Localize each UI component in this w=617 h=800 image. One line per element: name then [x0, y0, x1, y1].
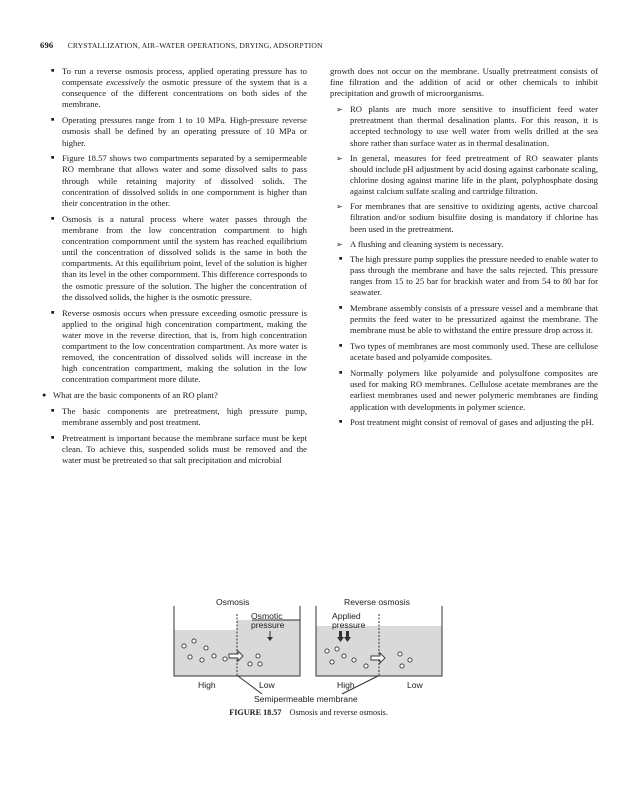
solute-particle — [352, 658, 356, 662]
bullet-text: the osmotic pressure of the system that is a consequence of the different concentrations on both sides of the membrane. — [62, 77, 307, 110]
label-high-right: High — [337, 680, 355, 690]
semipermeable-membrane-label: Semipermeable membrane — [254, 694, 358, 704]
bullet-text: To run a reverse osmosis process, applied operating pressure has to compensate — [62, 66, 307, 88]
solute-particle — [342, 654, 346, 658]
water-low-right — [379, 626, 442, 676]
page-number: 696 — [40, 40, 54, 50]
left-column — [42, 66, 307, 471]
solute-particle — [400, 664, 404, 668]
solute-particle — [330, 660, 334, 664]
caption-text: Osmosis and reverse osmosis. — [289, 708, 388, 717]
osmosis-diagram-svg — [172, 596, 450, 704]
figure-osmosis-diagram — [172, 596, 450, 704]
label-high-left: High — [198, 680, 216, 690]
bullet-membrane-types: ■ Two types of membranes are most commonly used. These are cellulose acetate based and polyamide composites. — [330, 341, 598, 363]
question-basic-components: ● What are the basic components of an RO plant? — [42, 390, 307, 401]
solute-particle — [248, 662, 252, 666]
solute-particle — [398, 652, 402, 656]
solute-particle — [364, 664, 368, 668]
reverse-osmosis-tank — [316, 597, 442, 690]
solute-particle — [335, 647, 339, 651]
bullet-operating-pressures: ■ Operating pressures range from 1 to 10 MPa. High-pressure reverse osmosis shall be defined by an operating pressure of 10 MPa or higher. — [42, 115, 307, 148]
osmosis-tank — [174, 597, 300, 690]
bullet-pretreatment: ■ Pretreatment is important because the membrane surface must be kept clean. To achieve this, suspended solids must be removed and the water must be pretreated so that salt precipitation and microbial — [42, 433, 307, 466]
page-header — [40, 40, 577, 54]
subbullet-flushing: ➢ A flushing and cleaning system is necessary. — [330, 239, 598, 250]
figure-caption — [0, 708, 617, 717]
label-low-left: Low — [259, 680, 275, 690]
bullet-high-pressure-pump: ■ The high pressure pump supplies the pressure needed to enable water to pass through the membrane and have the salts rejected. This pressure ranges from 15 to 25 bar for brackish water and from 54 to 80 bar for seawater. — [330, 254, 598, 299]
solute-particle — [200, 658, 204, 662]
water-high-left — [174, 630, 237, 676]
applied-pressure-label-1: Applied — [332, 611, 361, 621]
bullet-reverse-osmosis: ■ Reverse osmosis occurs when pressure exceeding osmotic pressure is applied to the original high concentration compartment, making the water move in the reverse direction, that is, from high concentration compartment to the low concentration compartment. As more water is removed, the concentration of dissolved solids will increase in the high concentration compartment, making the solution in the low concentration compartment more dilute. — [42, 308, 307, 386]
solute-particle — [182, 644, 186, 648]
solute-particle — [256, 654, 260, 658]
subbullet-ro-sensitive: ➢ RO plants are much more sensitive to insufficient feed water pretreatment than thermal desalination plants. For this reason, it is accepted technology to use well water from wells drilled at the sea shore rather than surface water as in thermal desalination. — [330, 104, 598, 149]
caption-label: FIGURE 18.57 — [229, 708, 282, 717]
solute-particle — [192, 639, 196, 643]
emphasis-text: excessively — [106, 77, 145, 88]
running-title: CRYSTALLIZATION, AIR–WATER OPERATIONS, DRYING, ADSORPTION — [67, 41, 323, 50]
right-column — [330, 66, 598, 433]
bullet-post-treatment: ■ Post treatment might consist of removal of gases and adjusting the pH. — [330, 417, 598, 428]
solute-particle — [212, 654, 216, 658]
solute-particle — [204, 646, 208, 650]
bullet-polymers: ■ Normally polymers like polyamide and polysulfone composites are used for making RO membranes. Cellulose acetate membranes are the earliest membranes used and newer polymeric membranes are finding application with developments in polymer science. — [330, 368, 598, 413]
subbullet-feed-pretreatment: ➢ In general, measures for feed pretreatment of RO seawater plants should include pH adjustment by acid dosing against carbonate scaling, chlorine dosing against marine life in the plant, polyphosphate dosing against calcium sulfate scaling and cartridge filtration. — [330, 153, 598, 198]
bullet-membrane-assembly: ■ Membrane assembly consists of a pressure vessel and a membrane that permits the feed water to be pressurized against the membrane. The membrane must be able to withstand the entire pressure drop across it. — [330, 303, 598, 336]
bullet-osmosis: ■ Osmosis is a natural process where water passes through the membrane from the low concentration compartment to high concentration compornment until the system has reached equilibrium until the concentration of dissolved solids is the same in both the compartments. At this equilibrium point, level of the solution is higher than its level in the other compornment. This difference corresponds to the osmotic pressure of the solution. The higher the concentration of the dissolved solids, the higher is the osmotic pressure. — [42, 214, 307, 303]
bullet-applied-pressure — [42, 66, 307, 111]
pretreatment-continued: growth does not occur on the membrane. Usually pretreatment consists of fine filtration and the addition of acid or other chemicals to inhibit precipitation and growth of microorganisms. — [330, 66, 598, 99]
osmotic-pressure-label-2: pressure — [251, 620, 285, 630]
solute-particle — [408, 658, 412, 662]
reverse-osmosis-title: Reverse osmosis — [344, 597, 410, 607]
bullet-basic-components: ■ The basic components are pretreatment, high pressure pump, membrane assembly and post treatment. — [42, 406, 307, 428]
subbullet-oxidizing-agents: ➢ For membranes that are sensitive to oxidizing agents, active charcoal filtration and/or sodium bisulfite dosing is mandatory if chlorine has been used in the pretreatment. — [330, 201, 598, 234]
bullet-figure-description: ■ Figure 18.57 shows two compartments separated by a semipermeable RO membrane that allows water and some dissolved salts to pass through while retaining majority of dissolved solids. The concentration of dissolved solids in one compornment is higher than their concentration in the other. — [42, 153, 307, 209]
solute-particle — [223, 657, 227, 661]
applied-pressure-label-2: pressure — [332, 620, 366, 630]
osmotic-pressure-label-1: Osmotic — [251, 611, 283, 621]
solute-particle — [188, 655, 192, 659]
solute-particle — [325, 649, 329, 653]
solute-particle — [258, 662, 262, 666]
label-low-right: Low — [407, 680, 423, 690]
osmosis-title: Osmosis — [216, 597, 250, 607]
